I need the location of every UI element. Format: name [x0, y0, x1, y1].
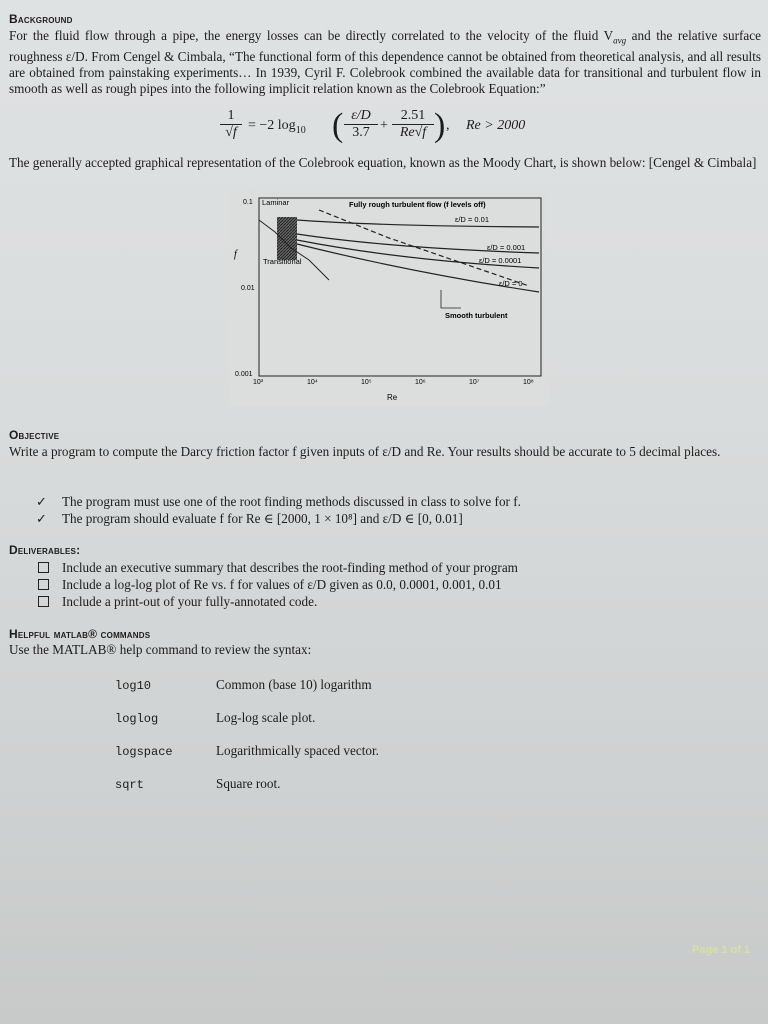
requirement-text: The program must use one of the root finding methods discussed in class to solve for f.: [62, 494, 521, 509]
roughness-numerator: ε/D: [351, 108, 371, 123]
x-tick-1e4: 10⁴: [307, 379, 318, 386]
check-mark-icon: ✓: [36, 494, 48, 509]
log-base: 10: [295, 124, 306, 136]
equation-comma: ,: [446, 118, 450, 133]
lhs-fraction: [220, 108, 242, 141]
deliverable-text: Include a print-out of your fully-annotated code.: [62, 594, 318, 609]
command-description: Square root.: [216, 776, 281, 791]
y-axis-label: f: [234, 249, 237, 260]
label-ed-00001: ε/D = 0.0001: [479, 256, 522, 265]
x-tick-1e7: 10⁷: [469, 379, 480, 386]
roughness-denominator: 3.7: [344, 124, 378, 141]
y-tick-0-1: 0.1: [243, 199, 253, 206]
command-description: Common (base 10) logarithm: [216, 677, 372, 692]
background-text-start: For the fluid flow through a pipe, the energy losses can be directly correlated to the velocity of the fluid V: [9, 28, 614, 43]
reynolds-fraction: [392, 108, 434, 141]
checkbox-icon[interactable]: [38, 596, 49, 607]
x-tick-1e8: 10⁸: [523, 379, 534, 386]
log-prefix: = −2 log: [248, 118, 296, 133]
lhs-numerator: 1: [227, 108, 235, 123]
label-ed-0: ε/D = 0: [499, 279, 523, 288]
label-smooth-turbulent: Smooth turbulent: [445, 311, 508, 320]
page-number: Page 1 of 1: [692, 944, 751, 956]
matlab-intro: Use the MATLAB® help command to review the syntax:: [9, 642, 312, 657]
vavg-subscript: avg: [613, 35, 627, 46]
y-tick-0-001: 0.001: [235, 371, 253, 378]
checkbox-icon[interactable]: [38, 579, 49, 590]
command-description: Log-log scale plot.: [216, 710, 316, 725]
label-laminar: Laminar: [262, 198, 290, 207]
plus-sign: +: [380, 118, 388, 133]
deliverable-text: Include a log-log plot of Re vs. f for values of ε/D given as 0.0, 0.0001, 0.001, 0.01: [62, 577, 502, 592]
command-name: logspace: [115, 745, 173, 759]
log-term: [248, 118, 306, 136]
lhs-denominator: √f: [220, 124, 242, 141]
command-name: log10: [115, 679, 152, 693]
deliverable-text: Include an executive summary that describes the root-finding method of your program: [62, 560, 518, 575]
moody-intro-paragraph: The generally accepted graphical representation of the Colebrook equation, known as the Moody Chart, is shown below: [Cengel & Cimbala]: [9, 155, 757, 170]
check-mark-icon: ✓: [36, 511, 48, 526]
roughness-fraction: [344, 108, 378, 141]
reynolds-condition: Re > 2000: [466, 118, 526, 133]
background-paragraph: [9, 28, 761, 97]
label-fully-rough: Fully rough turbulent flow (f levels off): [349, 200, 486, 209]
objective-heading: Objective: [9, 428, 60, 442]
colebrook-equation: [220, 108, 640, 152]
reynolds-numerator: 2.51: [400, 108, 426, 123]
command-description: Logarithmically spaced vector.: [216, 743, 379, 758]
background-text-rest: and the relative surface roughness ε/D. From Cengel & Cimbala, “The functional form of this dependence cannot be obtained from theoretical analysis, and all results are obtained from painstaking experiments… In 1939, Cyril F. Colebrook combined the available data for transitional and turbulent flow in smooth as well as rough pipes into the following implicit relation known as the Colebrook Equation:”: [9, 28, 761, 96]
matlab-heading: Helpful matlab® commands: [9, 627, 151, 641]
transitional-band: [277, 217, 297, 260]
label-ed-0001: ε/D = 0.001: [487, 243, 526, 252]
right-paren: ): [434, 107, 446, 144]
x-tick-1e6: 10⁶: [415, 379, 426, 386]
command-name: sqrt: [115, 778, 144, 792]
background-heading: Background: [9, 12, 73, 26]
moody-chart: [229, 190, 549, 406]
deliverables-heading: Deliverables:: [9, 543, 81, 557]
x-tick-1e3: 10³: [253, 379, 264, 386]
reynolds-denominator: Re√f: [392, 124, 434, 141]
x-axis-label: Re: [387, 393, 398, 402]
label-transitional: Transitional: [263, 257, 302, 266]
left-paren: (: [332, 107, 344, 144]
x-tick-1e5: 10⁵: [361, 379, 372, 386]
label-ed-001: ε/D = 0.01: [455, 215, 489, 224]
requirement-text: The program should evaluate f for Re ∈ [2000, 1 × 10⁸] and ε/D ∈ [0, 0.01]: [62, 511, 463, 526]
y-tick-0-01: 0.01: [241, 285, 255, 292]
checkbox-icon[interactable]: [38, 562, 49, 573]
command-name: loglog: [115, 712, 159, 726]
objective-paragraph: Write a program to compute the Darcy friction factor f given inputs of ε/D and Re. Your results should be accurate to 5 decimal places.: [9, 444, 721, 459]
